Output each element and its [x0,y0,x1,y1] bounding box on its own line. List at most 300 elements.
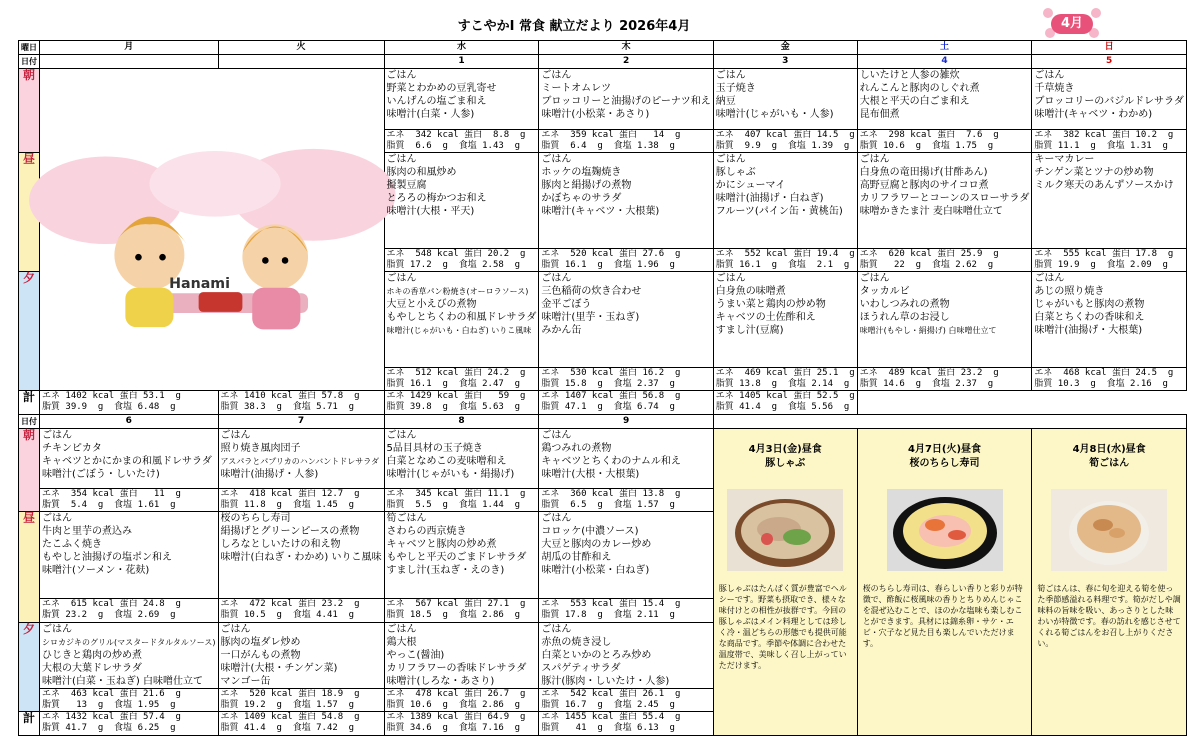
meal-label-yu: 夕 [19,272,40,391]
menu-item: いわしつみれの煮物 [859,299,950,311]
menu-item: しいたけと人参の雑炊 [859,70,960,81]
feature-dish: 桜のちらし寿司 [909,458,980,470]
menu-item: もやしと油揚げの塩ポン和え [42,552,172,564]
menu-item: カリフラワーの香味ドレサラダ [386,663,527,675]
nutrition-cell [40,712,219,736]
menu-item: 牛肉と里芋の煮込み [42,526,132,538]
hanami-illustration [40,69,385,391]
nutrition-line-2: 脂質 39.8 g 食塩 5.63 g [386,402,521,413]
nutrition-cell [539,249,713,272]
nutrition-cell [857,368,1032,391]
menu-items-cell [713,69,857,130]
date-label: 日付 [19,55,40,69]
menu-item: キャベツとかにかまの和風ドレサラダ [42,456,212,468]
nutrition-line-1: エネ 520 kcal 蛋白 18.9 g [220,689,360,700]
menu-item: シロカジキのグリル(マスタードタルタルソース) [42,638,216,648]
nutrition-cell [218,391,384,415]
nutrition-line-1: エネ 1455 kcal 蛋白 55.4 g [541,712,681,723]
menu-items-cell [218,512,384,599]
menu-item: ごはん [386,624,417,636]
nutrition-cell [384,712,539,736]
hanami-children-icon [40,69,384,386]
nutrition-line-2: 脂質 41.7 g 食塩 6.25 g [42,723,176,734]
page-title: すこやかⅠ 常食 献立だより 2026年4月 [457,19,691,34]
nutrition-cell [218,712,384,736]
nutrition-line-2: 脂質 17.8 g 食塩 2.11 g [541,610,675,621]
menu-item: ごはん [541,430,572,442]
nutrition-cell [539,712,713,736]
nutrition-line-2: 脂質 16.1 g 食塩 2.47 g [386,379,521,390]
nutrition-line-2: 脂質 5.4 g 食塩 1.61 g [42,500,176,511]
nutrition-cell [384,599,539,623]
menu-items-cell [384,272,539,368]
nutrition-cell [857,130,1032,153]
menu-item: 鶏つみれの煮物 [541,443,612,455]
menu-item: ごはん [1034,70,1065,81]
menu-item: タッカルビ [859,286,910,298]
nutrition-cell [384,489,539,512]
weekday-3: 木 [539,41,713,55]
nutrition-line-2: 脂質 9.9 g 食塩 1.39 g [715,141,850,151]
nutrition-cell [384,368,539,391]
weekday-6: 日 [1032,41,1186,55]
menu-item: ごはん [541,624,572,636]
sakura-petal-icon [1091,8,1101,18]
date-4: 3 [713,55,857,69]
weekday-5: 土 [857,41,1032,55]
meal-label2-hiru: 昼 [19,512,40,623]
menu-item: 味噌汁(小松菜・白ねぎ) [541,565,650,577]
menu-item: かにシューマイ [715,180,786,191]
nutrition-cell [384,130,539,153]
menu-item: マンゴー缶 [220,676,271,688]
nutrition-line-2: 脂質 19.2 g 食塩 1.57 g [220,700,355,711]
nutrition-line-1: エネ 1429 kcal 蛋白 59 g [386,391,526,402]
nutrition-line-1: エネ 360 kcal 蛋白 13.8 g [541,489,681,500]
nutrition-line-1: エネ 354 kcal 蛋白 11 g [42,489,181,500]
nutrition-cell [40,391,219,415]
menu-items-cell [713,153,857,249]
nutrition-line-2: 脂質 10.5 g 食塩 4.41 g [220,610,355,621]
nutrition-cell [713,368,857,391]
feature-description: 桜のちらし寿司は、春らしい香りと彩りが特徴で、酢飯に桜風味の香りとちりめんじゃこを混ぜ込むことで、ほのかな塩味も楽しむことができます。具材には錦糸卵・サケ・エビ・穴子など見た目も楽しんでいただけます。 [862,584,1023,649]
menu-items-cell [539,272,713,368]
menu-item: 鶏大根 [386,637,417,649]
nutrition-cell [539,689,713,712]
menu-item: ごはん [859,154,890,165]
date-5: 4 [857,55,1032,69]
feature-date: 4月3日(金)昼食 [748,444,822,456]
nutrition-line-2: 脂質 18.5 g 食塩 2.86 g [386,610,521,621]
menu-item: 味噌かきたま汁 麦白味噌仕立て [859,206,1003,217]
menu-item: カリフラワーとコーンのスローサラダ [859,193,1030,204]
nutrition-line-2: 脂質 16.1 g 食塩 2.1 g [715,260,850,271]
takenoko-gohan-photo [1051,489,1167,571]
menu-items-cell [1032,69,1186,130]
menu-items-cell [857,153,1032,249]
menu-item: かぼちゃのサラダ [541,193,622,204]
nutrition-cell [539,599,713,623]
date-2: 1 [384,55,539,69]
feature-dish: 豚しゃぶ [765,458,806,470]
nutrition-cell [40,489,219,512]
menu-item: 胡瓜の甘酢和え [541,552,612,564]
menu-items-cell [539,69,713,130]
menu-items-cell [539,623,713,689]
nutrition-line-1: エネ 530 kcal 蛋白 16.2 g [541,368,681,379]
weekday-2: 水 [384,41,539,55]
nutrition-line-1: エネ 620 kcal 蛋白 25.9 g [859,249,999,260]
menu-items-cell [857,69,1032,130]
nutrition-line-2: 脂質 41.4 g 食塩 7.42 g [220,723,355,734]
menu-items-cell [384,512,539,599]
menu-item: 味噌汁(小松菜・あさり) [541,109,650,120]
menu-item: さわらの西京焼き [386,526,467,538]
nutrition-line-1: エネ 468 kcal 蛋白 24.5 g [1034,368,1174,379]
nutrition-cell [384,689,539,712]
nutrition-line-1: エネ 1409 kcal 蛋白 54.8 g [220,712,360,723]
nutrition-line-2: 脂質 39.9 g 食塩 6.48 g [42,402,176,413]
menu-item: 味噌汁(ソーメン・花麸) [42,565,150,577]
menu-item: コロッケ(中濃ソース) [541,526,639,538]
menu-item: 味噌汁(大根・平天) [386,206,475,217]
nutrition-line-1: エネ 553 kcal 蛋白 15.4 g [541,599,681,610]
hanami-text: Hanami [169,275,230,292]
menu-item: 白身魚の竜田揚げ(甘酢あん) [859,167,988,178]
menu-item: 味噌汁(白ねぎ・わかめ) いりこ風味 [220,552,382,564]
menu-item: ごはん [42,624,72,636]
nutrition-cell [218,689,384,712]
feature-dish: 筍ごはん [1089,458,1130,470]
menu-item: 味噌汁(白菜・人参) [386,109,475,120]
feature-header-spacer [713,415,1186,429]
sakura-chirashi-photo [887,489,1003,571]
date2-2: 8 [384,415,539,429]
nutrition-line-1: エネ 382 kcal 蛋白 10.2 g [1034,130,1174,140]
date2-0: 6 [40,415,219,429]
nutrition-line-2: 脂質 10.6 g 食塩 1.75 g [859,141,994,151]
nutrition-line-1: エネ 520 kcal 蛋白 27.6 g [541,249,681,260]
nutrition-line-2: 脂質 14.6 g 食塩 2.37 g [859,379,994,390]
menu-item: 豚肉と絹揚げの煮物 [541,180,632,191]
nutrition-line-2: 脂質 6.6 g 食塩 1.43 g [386,141,521,151]
nutrition-line-2: 脂質 6.5 g 食塩 1.57 g [541,500,675,511]
menu-item: 大根の大葉ドレサラダ [42,663,142,675]
nutrition-line-2: 脂質 47.1 g 食塩 6.74 g [541,402,675,413]
menu-item: 味噌汁(じゃがいも・絹揚げ) [386,469,515,481]
menu-item: 味噌汁(大根・チンゲン菜) [220,663,338,675]
menu-items-cell [40,512,219,599]
nutrition-line-1: エネ 1402 kcal 蛋白 53.1 g [42,391,181,402]
nutrition-cell [218,599,384,623]
menu-item: もやしとちくわの和風ドレサラダ [386,312,537,324]
menu-item: フルーツ(パイン缶・黄桃缶) [715,206,843,217]
weekday-header-row [19,41,1187,55]
menu-item: 豚汁(豚肉・しいたけ・人参) [541,676,670,688]
nutrition-line-1: エネ 1410 kcal 蛋白 57.8 g [220,391,360,402]
nutrition-line-1: エネ 345 kcal 蛋白 11.1 g [386,489,526,500]
meal-label2-yu: 夕 [19,623,40,712]
menu-item: すまし汁(豆腐) [715,325,784,337]
menu-item: たこふく焼き [42,539,102,551]
menu-item: 昆布佃煮 [859,109,900,120]
nutrition-cell [539,130,713,153]
nutrition-cell [539,489,713,512]
menu-item: 擬製豆腐 [386,180,427,191]
menu-item: 味噌汁(白菜・玉ねぎ) 白味噌仕立て [42,676,203,688]
menu-item: 味噌汁(しろな・あさり) [386,676,495,688]
menu-item: 野菜とわかめの豆乳寄せ [386,83,497,94]
meal-label2-asa: 朝 [19,429,40,512]
menu-item: 玉子焼き [715,83,756,94]
nutrition-line-1: エネ 359 kcal 蛋白 14 g [541,130,681,140]
menu-item: チキンピカタ [42,443,102,455]
menu-item: 金平ごぼう [541,299,592,311]
menu-item: 高野豆腐と豚肉のサイコロ煮 [859,180,989,191]
menu-item: 納豆 [715,96,736,107]
menu-item: ホッケの塩麹焼き [541,167,622,178]
menu-items-cell [857,272,1032,368]
menu-item: 赤魚の焼き浸し [541,637,612,649]
menu-items-cell [384,153,539,249]
menu-item: ごはん [715,154,746,165]
menu-item: ミートオムレツ [541,83,612,94]
menu-item: 味噌汁(キャベツ・大根葉) [541,206,660,217]
nutrition-cell [539,391,713,415]
nutrition-line-1: エネ 542 kcal 蛋白 26.1 g [541,689,681,700]
menu-item: チンゲン菜とツナの炒め物 [1034,167,1154,178]
nutrition-cell [1032,249,1186,272]
menu-items-cell [40,429,219,489]
menu-item: ごはん [715,70,746,81]
menu-item: ごはん [541,154,572,165]
menu-item: 三色稲荷の炊き合わせ [541,286,642,298]
nutrition-line-1: エネ 342 kcal 蛋白 8.8 g [386,130,526,140]
nutrition-line-2: 脂質 16.7 g 食塩 2.45 g [541,700,675,711]
menu-item: ひじきと鶏肉の炒め煮 [42,650,142,662]
menu-item: ごはん [715,273,746,285]
menu-item: 味噌汁(じゃがいも・人参) [715,109,834,120]
menu-item: ミルク寒天のあんずソースかけ [1034,180,1174,191]
bento-box-icon [199,292,243,312]
feature-pork [713,429,857,736]
menu-items-cell [218,623,384,689]
nutrition-line-1: エネ 472 kcal 蛋白 23.2 g [220,599,360,610]
nutrition-cell [1032,130,1186,153]
menu-item: ごはん [1034,273,1065,285]
menu-item: 5品目具材の玉子焼き [386,443,483,455]
nutrition-line-2: 脂質 13 g 食塩 1.95 g [42,700,176,711]
nutrition-line-1: エネ 548 kcal 蛋白 20.2 g [386,249,526,260]
menu-item: キャベツと豚肉の炒め煮 [386,539,497,551]
nutrition-cell [1032,368,1186,391]
nutrition-cell [539,368,713,391]
menu-item: もやしと平天のごまドレサラダ [386,552,527,564]
menu-table [18,40,1187,736]
menu-item: ごはん [386,430,417,442]
weekday-0: 月 [40,41,219,55]
menu-item: スパゲティサラダ [541,663,621,675]
nutrition-line-1: エネ 418 kcal 蛋白 12.7 g [220,489,360,500]
menu-item: 桜のちらし寿司 [220,513,291,525]
nutrition-line-2: 脂質 11.1 g 食塩 1.31 g [1034,141,1168,151]
nutrition-line-2: 脂質 11.8 g 食塩 1.45 g [220,500,355,511]
nutrition-line-1: エネ 478 kcal 蛋白 26.7 g [386,689,526,700]
sakura-petal-icon [1043,8,1053,18]
menu-item: キーマカレー [1034,154,1095,165]
menu-item: ごはん [541,513,572,525]
menu-item: 絹揚げとグリーンピースの煮物 [220,526,360,538]
menu-item: ごはん [42,430,72,442]
date2-1: 7 [218,415,384,429]
nutrition-line-2: 脂質 41.4 g 食塩 5.56 g [715,402,850,413]
menu-item: 照り焼き風肉団子 [220,443,301,455]
nutrition-line-2: 脂質 10.6 g 食塩 2.86 g [386,700,521,711]
nutrition-line-2: 脂質 10.3 g 食塩 2.16 g [1034,379,1168,390]
menu-item: みかん缶 [541,325,582,337]
menu-item: ごはん [386,70,417,81]
nutrition-cell [384,391,539,415]
meal-label-asa: 朝 [19,69,40,153]
meal-label-hiru: 昼 [19,153,40,272]
menu-item: ごはん [541,70,572,81]
weekday-4: 金 [713,41,857,55]
nutrition-cell [40,599,219,623]
menu-item: 大豆と小えびの煮物 [386,299,477,311]
nutrition-cell [713,391,857,415]
nutrition-line-1: エネ 567 kcal 蛋白 27.1 g [386,599,526,610]
menu-items-cell [384,429,539,489]
nutrition-line-1: エネ 407 kcal 蛋白 14.5 g [715,130,855,140]
week1-asa-items-row [19,69,1187,130]
menu-items-cell [539,512,713,599]
menu-items-cell [539,429,713,489]
nutrition-line-1: エネ 1389 kcal 蛋白 64.9 g [386,712,526,723]
menu-item: ホキの香草パン粉焼き(オーロラソース) [386,287,529,297]
month-label: 4月 [1051,14,1093,34]
menu-items-cell [384,69,539,130]
menu-item: 味噌汁(じゃがいも・白ねぎ) いりこ風味 [386,326,532,336]
menu-item: 豚肉の和風炒め [386,167,457,178]
menu-item: アスパラとパプリカのハンバントドレサラダ [220,457,380,467]
menu-item: ごはん [386,154,417,165]
date-label-2: 日付 [19,415,40,429]
menu-item: 白身魚の味噌煮 [715,286,786,298]
menu-item: 筍ごはん [386,513,427,525]
menu-item: 千草焼き [1034,83,1075,94]
menu-items-cell [384,623,539,689]
nutrition-line-2: 脂質 6.4 g 食塩 1.38 g [541,141,675,151]
menu-item: いんげんの塩ごま和え [386,96,487,107]
meal-label-total: 計 [19,391,40,415]
menu-item: ブロッコリーのバジルドレサラダ [1034,96,1184,107]
feature-date: 4月8日(水)昼食 [1072,444,1146,456]
nutrition-line-1: エネ 298 kcal 蛋白 7.6 g [859,130,999,140]
menu-item: 大豆と豚肉のカレー炒め [541,539,652,551]
menu-items-cell [1032,153,1186,249]
menu-item: 味噌汁(油揚げ・人参) [220,469,319,481]
menu-item: ごはん [541,273,572,285]
nutrition-line-1: エネ 1405 kcal 蛋白 52.5 g [715,391,855,402]
date-6: 5 [1032,55,1186,69]
menu-item: キャベツとちくわのナムル和え [541,456,681,468]
date-1 [218,55,384,69]
menu-item: とろろの梅かつお和え [386,193,487,204]
feature-description: 豚しゃぶはたんぱく質が豊富でヘルシーです。野菜も摂取でき、様々な味付けとの相性が抜群です。今回の豚しゃぶはメイン料理としては珍しく冷・温どちらの形態でも提供可能な商品です。季節や体調に合わせた温度帯で、美味しく召し上がっていただけます。 [718,584,847,671]
menu-item: 味噌汁(油揚げ・白ねぎ) [715,193,824,204]
menu-item: やっこ(醤油) [386,650,445,662]
menu-item: あじの照り焼き [1034,286,1105,298]
menu-item: ほうれん草のお浸し [859,312,950,324]
nutrition-line-2: 脂質 23.2 g 食塩 2.69 g [42,610,176,621]
nutrition-line-2: 脂質 16.1 g 食塩 1.96 g [541,260,675,271]
week2-asa-items-row [19,429,1187,489]
nutrition-line-2: 脂質 5.5 g 食塩 1.44 g [386,500,521,511]
menu-item: 白菜となめこの麦味噌和え [386,456,507,468]
menu-item: 味噌汁(里芋・玉ねぎ) [541,312,640,324]
menu-item: すまし汁(玉ねぎ・えのき) [386,565,505,577]
menu-item: 味噌汁(もやし・絹揚げ) 白味噌仕立て [859,326,997,336]
nutrition-line-2: 脂質 38.3 g 食塩 5.71 g [220,402,355,413]
date-row-week1 [19,55,1187,69]
feature-description: 筍ごはんは、春に旬を迎える筍を使った季節感溢れる料理です。筍がだしや調味料の旨味を吸い、あっさりとした味わいが特徴です。春の訪れを感じさせてくれる筍ごはんをお召し上がりください。 [1037,584,1181,649]
nutrition-line-1: エネ 463 kcal 蛋白 21.6 g [42,689,181,700]
menu-item: ブロッコリーと油揚げのピーナツ和え [541,96,711,107]
nutrition-line-1: エネ 1407 kcal 蛋白 56.8 g [541,391,681,402]
menu-item: じゃがいもと豚肉の煮物 [1034,299,1145,311]
menu-items-cell [713,272,857,368]
date-3: 2 [539,55,713,69]
nutrition-cell [40,689,219,712]
meal-label2-total: 計 [19,712,40,736]
menu-item: 白菜といかのとろみ炒め [541,650,652,662]
menu-item: 味噌汁(キャベツ・わかめ) [1034,109,1153,120]
nutrition-line-1: エネ 555 kcal 蛋白 17.8 g [1034,249,1174,260]
menu-item: ごはん [42,513,72,525]
menu-item: ごはん [859,273,890,285]
nutrition-line-1: エネ 512 kcal 蛋白 24.2 g [386,368,526,379]
nutrition-line-2: 脂質 34.6 g 食塩 7.16 g [386,723,521,734]
menu-item: しろなとしいたけの和え物 [220,539,341,551]
menu-item: うまい菜と鶏肉の炒め物 [715,299,826,311]
menu-item: 味噌汁(大根・大根葉) [541,469,640,481]
nutrition-line-1: エネ 469 kcal 蛋白 25.1 g [715,368,855,379]
nutrition-line-2: 脂質 15.8 g 食塩 2.37 g [541,379,675,390]
menu-items-cell [1032,272,1186,368]
menu-item: 豚肉の塩ダレ炒め [220,637,301,649]
nutrition-cell [713,130,857,153]
menu-items-cell [218,429,384,489]
pork-shabu-photo [727,489,843,571]
date2-3: 9 [539,415,713,429]
nutrition-line-2: 脂質 13.8 g 食塩 2.14 g [715,379,850,390]
weekday-1: 火 [218,41,384,55]
feature-date: 4月7日(火)昼食 [908,444,982,456]
feature-chirashi [857,429,1032,736]
menu-item: ごはん [220,430,251,442]
nutrition-line-1: エネ 1432 kcal 蛋白 57.4 g [42,712,181,723]
menu-item: 一口がんもの煮物 [220,650,301,662]
nutrition-line-2: 脂質 17.2 g 食塩 2.58 g [386,260,521,271]
nutrition-cell [857,249,1032,272]
menu-item: 豚しゃぶ [715,167,756,178]
feature-takenoko [1032,429,1186,736]
menu-item: 大根と平天の白ごま和え [859,96,970,107]
menu-items-cell [539,153,713,249]
menu-item: 白菜とちくわの香味和え [1034,312,1145,324]
week1-total-row [19,391,1187,415]
nutrition-cell [218,489,384,512]
